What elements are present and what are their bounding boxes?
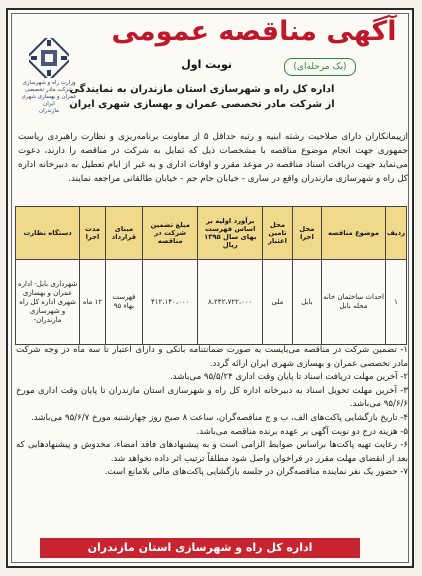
cell-duration: ۱۲ ماه	[80, 260, 106, 345]
condition-item: ۷- حضور یک نفر نماینده مناقصه‌گران در جلسه بازگشایی پاکت‌های مالی بلامانع است.	[104, 467, 408, 478]
notice-title: آگهی مناقصه عمومی	[111, 16, 397, 47]
organization-line-1: اداره کل راه و شهرسازی استان مازندران به نمایندگی	[69, 84, 335, 95]
condition-item: ۳- آخرین مهلت تحویل اسناد به دبیرخانه اداره کل راه و شهرسازی استان مازندران تا پایان وقت اداری مورخ ۹۵/۶/۶ می‌باشد.	[16, 385, 408, 410]
header-funding: محل تامین اعتبار	[263, 207, 293, 260]
header-estimate: برآورد اولیه بر اساس فهرست بهای سال ۱۳۹۵ ریال	[198, 207, 263, 260]
condition-item: ۴- تاریخ بازگشایی پاکت‌های الف، ب و ج مناقصه‌گران، ساعت ۸ صبح روز چهارشنبه مورخ ۹۵/۶/۷ می‌باشد.	[31, 412, 408, 423]
cell-contract-basis: فهرست بهاء ۹۵	[105, 260, 142, 345]
header-location: محل اجرا	[292, 207, 321, 260]
condition-item: ۶- رعایت تهیه پاکت‌ها براساس ضوابط الزامی است و به پیشنهادهای فاقد امضاء، مخدوش و پیشنهادهایی که بعد از انقضای مهلت مقرر در فراخوان واصل شود مطلقاً ترتیب اثر داده نخواهد شد.	[16, 440, 408, 464]
round-label: نوبت اول	[181, 58, 232, 71]
cell-row-number: ۱	[385, 260, 406, 345]
header-duration: مدت اجرا	[80, 207, 106, 260]
intro-paragraph: ازپیمانکاران دارای صلاحیت رشته ابنیه و رتبه حداقل ۵ از معاونت برنامه‌ریزی و نظارت راهبردی ریاست جمهوری جهت انجام موضوع مناقصه با مشخصات ذیل که تمایل به شرکت در مناقصه را دارند، دعوت می‌نماید جهت دریافت اسناد مناقصه در موعد مقرر و اوقات اداری و به غیر از ایام تعطیل به دبیرخانه اداره کل راه و شهرسازی مازندران واقع در ساری - خیابان جام جم - خیابان طالقانی مراجعه نمایند.	[18, 132, 408, 184]
condition-item: ۱- تضمین شرکت در مناقصه می‌بایست به صورت ضمانتنامه بانکی و دارای اعتبار تا سه ماه در وجه شرکت مادر تخصصی عمران و بهسازی شهری ایران ارائه گردد.	[16, 345, 408, 369]
table-row	[16, 260, 407, 345]
cell-location: بابل	[292, 260, 321, 345]
ministry-emblem-icon	[29, 38, 69, 78]
conditions-list	[16, 344, 408, 480]
stage-badge: (یک مرحله‌ای)	[284, 58, 356, 76]
logo-caption: وزارت راه و شهرسازی شرکت مادر تخصصی عمران و بهسازی شهری ایران مازندران	[21, 80, 77, 114]
cell-funding: ملی	[263, 260, 293, 345]
condition-item: ۵- هزینه درج دو نوبت آگهی بر عهده برنده مناقصه می‌باشد.	[196, 426, 408, 437]
header-contract-basis: مبنای قرارداد	[105, 207, 142, 260]
tender-table	[15, 206, 407, 345]
cell-supervisor: شهرداری بابل- اداره عمران و بهسازی شهری اداره کل راه و شهرسازی مازندران-	[16, 260, 80, 345]
header-row-number: ردیف	[385, 207, 406, 260]
organization-line-2: از شرکت مادر تخصصی عمران و بهسازی شهری ایران	[69, 99, 335, 110]
cell-guarantee: ۴۱۲،۱۴۰،۰۰۰	[143, 260, 198, 345]
cell-estimate: ۸،۲۴۲،۷۲۲،۰۰۰	[198, 260, 263, 345]
header-supervisor: دستگاه نظارت	[16, 207, 80, 260]
header-guarantee: مبلغ تضمین شرکت در مناقصه	[143, 207, 198, 260]
footer-banner: اداره کل راه و شهرسازی استان مازندران	[40, 538, 360, 558]
condition-item: ۲- آخرین مهلت دریافت اسناد تا پایان وقت اداری ۹۵/۵/۲۴ می‌باشد.	[169, 372, 408, 383]
cell-subject: احداث ساختمان خانه محله بابل	[322, 260, 386, 345]
table-header-row	[16, 207, 407, 260]
header-subject: موضوع مناقصه	[322, 207, 386, 260]
